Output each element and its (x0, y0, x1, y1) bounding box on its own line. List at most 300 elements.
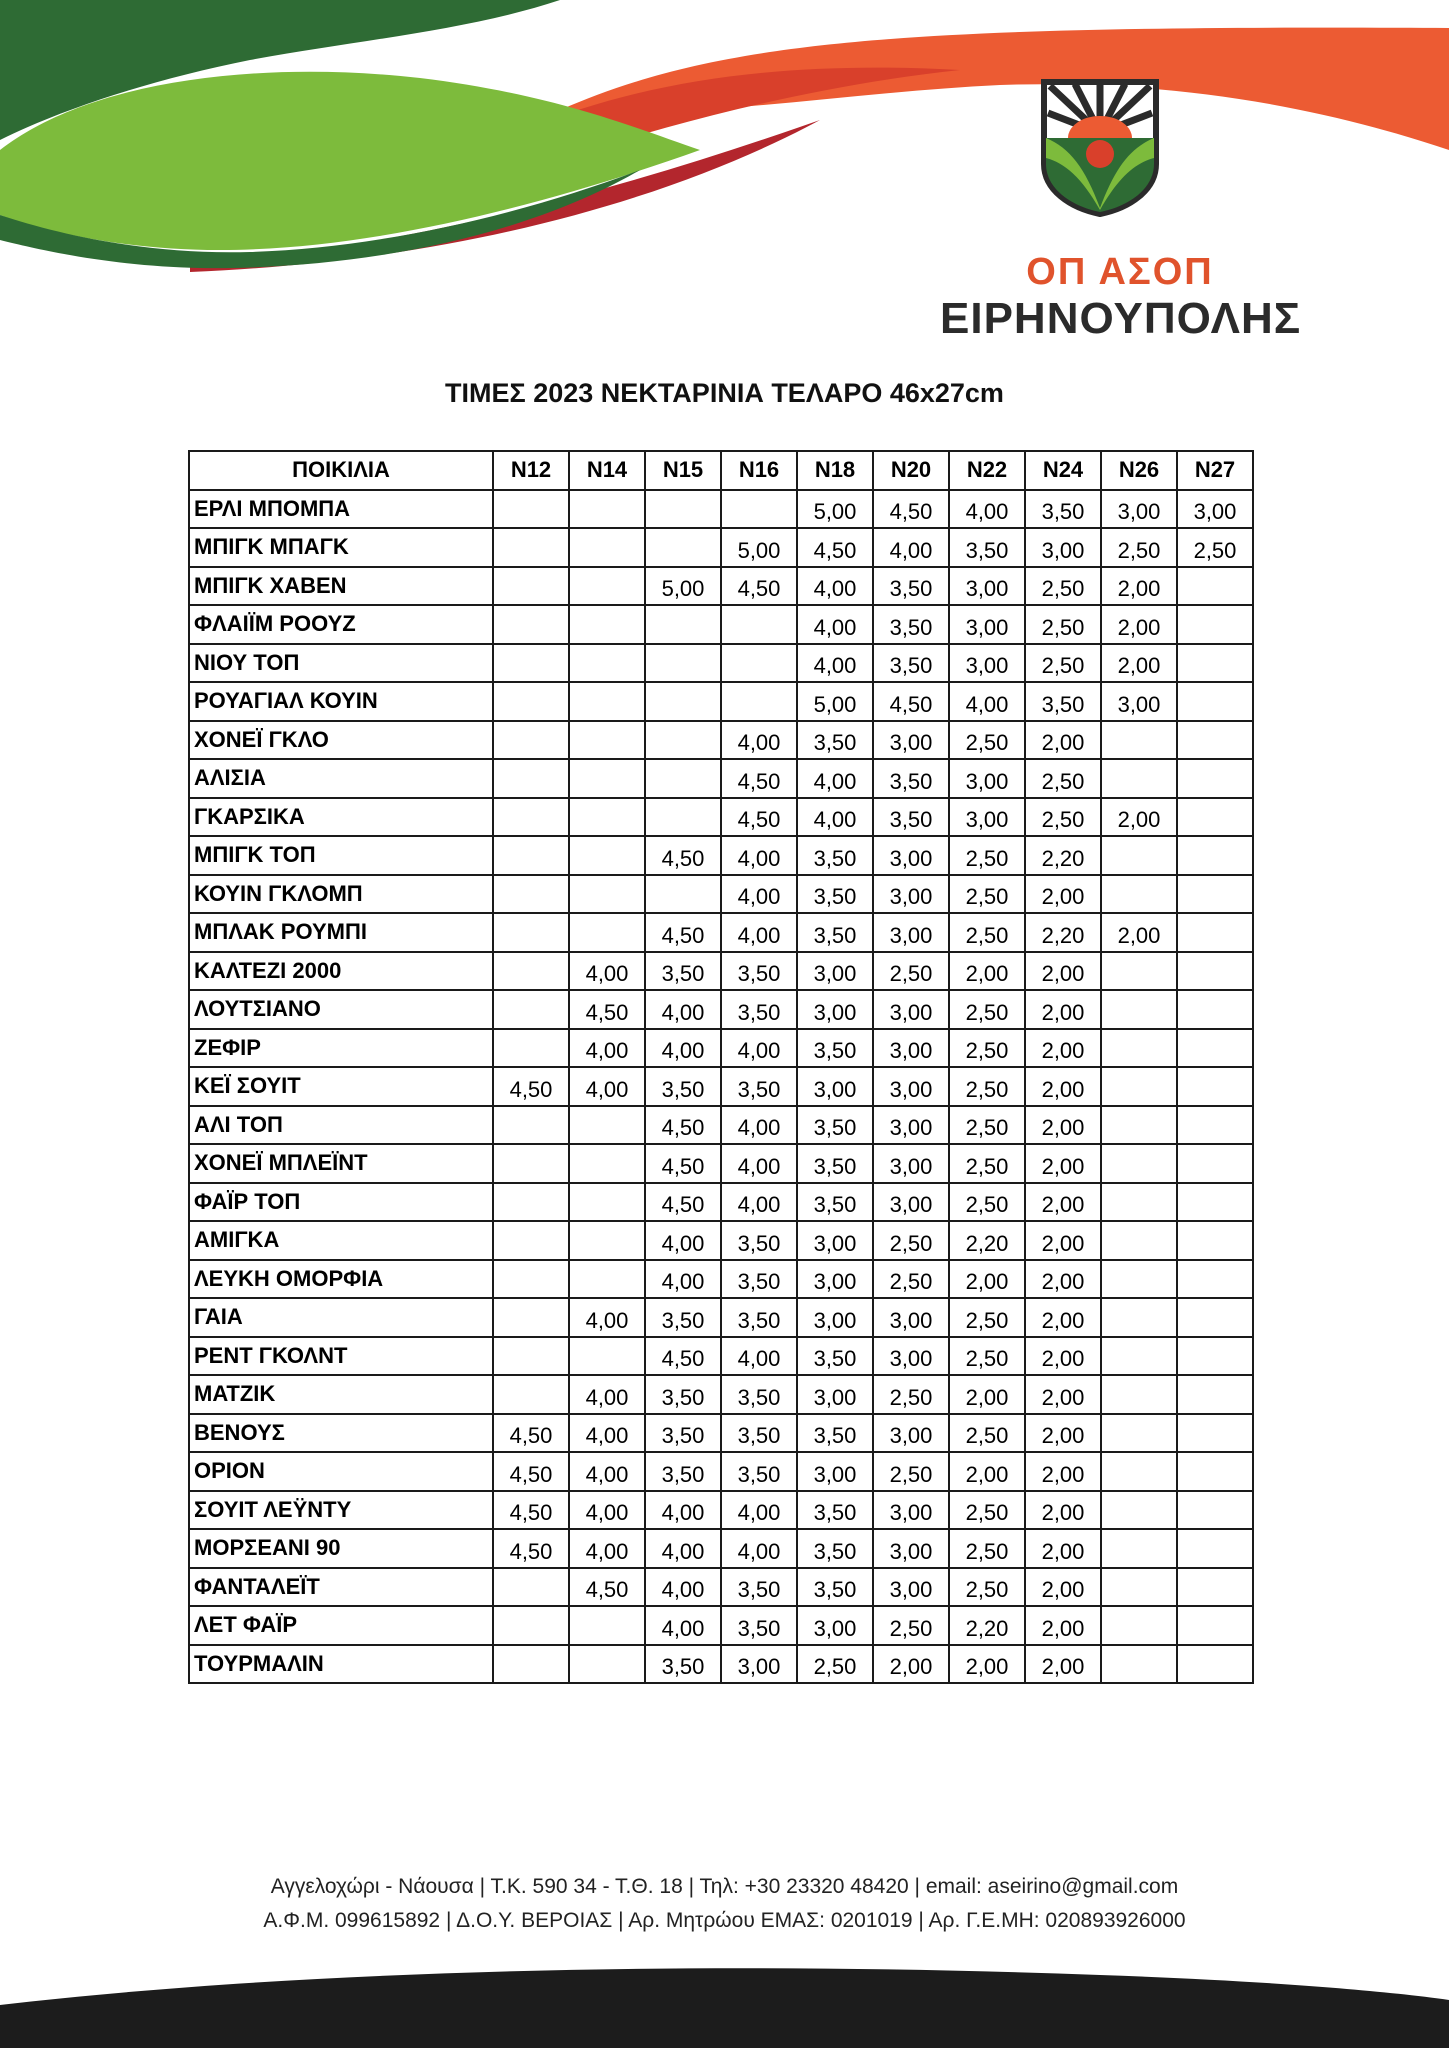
price-cell: 4,50 (493, 1414, 569, 1453)
price-cell: 2,50 (1025, 798, 1101, 837)
footer-registry-line: Α.Φ.Μ. 099615892 | Δ.Ο.Υ. ΒΕΡΟΙΑΣ | Αρ. Μητρώου ΕΜΑΣ: 0201019 | Αρ. Γ.Ε.ΜΗ: 020893926000 (263, 1909, 1186, 1932)
price-cell: 3,50 (645, 1298, 721, 1337)
variety-name: ΚΟΥΙΝ ΓΚΛΟΜΠ (189, 875, 493, 914)
price-cell: 2,50 (949, 990, 1025, 1029)
price-cell: 4,00 (721, 1337, 797, 1376)
price-cell (1177, 952, 1253, 991)
price-cell (1101, 1144, 1177, 1183)
price-cell (1177, 721, 1253, 760)
table-row (189, 644, 1253, 683)
price-cell: 2,50 (949, 1414, 1025, 1453)
price-cell: 4,50 (493, 1491, 569, 1530)
price-cell: 2,50 (949, 1067, 1025, 1106)
price-cell: 4,50 (569, 990, 645, 1029)
price-cell: 3,50 (797, 721, 873, 760)
price-cell: 3,00 (873, 1106, 949, 1145)
price-cell: 4,00 (721, 913, 797, 952)
header-size: N16 (721, 451, 797, 490)
brand-logo-text (940, 250, 1300, 344)
price-cell (569, 1106, 645, 1145)
price-cell (493, 836, 569, 875)
price-cell: 3,50 (721, 1375, 797, 1414)
price-cell (569, 605, 645, 644)
price-cell (645, 528, 721, 567)
variety-name: ΚΑΛΤΕΖΙ 2000 (189, 952, 493, 991)
price-cell (569, 836, 645, 875)
price-cell: 3,50 (873, 798, 949, 837)
price-cell: 3,00 (873, 1414, 949, 1453)
variety-name: ΛΕΥΚΗ ΟΜΟΡΦΙΑ (189, 1260, 493, 1299)
price-cell: 3,50 (721, 1298, 797, 1337)
price-cell: 4,50 (645, 1337, 721, 1376)
price-cell: 2,50 (949, 836, 1025, 875)
price-cell (493, 1568, 569, 1607)
price-cell: 2,20 (1025, 836, 1101, 875)
footer-contact (0, 1870, 1449, 1938)
price-cell: 2,50 (949, 1568, 1025, 1607)
price-cell (493, 1221, 569, 1260)
price-cell: 2,00 (1025, 1491, 1101, 1530)
price-cell: 4,00 (569, 1452, 645, 1491)
header-size: N12 (493, 451, 569, 490)
price-cell: 4,00 (797, 759, 873, 798)
table-row (189, 1221, 1253, 1260)
table-row (189, 1337, 1253, 1376)
table-row (189, 1568, 1253, 1607)
price-cell: 3,00 (873, 913, 949, 952)
price-cell (1101, 1414, 1177, 1453)
price-cell: 2,00 (1025, 952, 1101, 991)
price-cell (569, 528, 645, 567)
price-cell: 2,00 (1025, 1645, 1101, 1684)
price-cell: 4,00 (797, 644, 873, 683)
price-cell: 4,00 (721, 1491, 797, 1530)
price-cell: 4,50 (569, 1568, 645, 1607)
variety-name: ΚΕΪ ΣΟΥΙΤ (189, 1067, 493, 1106)
price-cell: 3,00 (873, 1529, 949, 1568)
price-cell (493, 644, 569, 683)
price-cell (1101, 1183, 1177, 1222)
price-cell (493, 682, 569, 721)
price-cell: 4,00 (873, 528, 949, 567)
brand-line-1: ΟΠ ΑΣΟΠ (1026, 251, 1214, 293)
header-size: N27 (1177, 451, 1253, 490)
header-size: N14 (569, 451, 645, 490)
price-cell: 4,50 (493, 1452, 569, 1491)
price-cell: 5,00 (721, 528, 797, 567)
price-cell (1101, 1606, 1177, 1645)
price-cell (645, 875, 721, 914)
price-cell: 4,00 (569, 1067, 645, 1106)
price-cell (493, 990, 569, 1029)
table-row (189, 567, 1253, 606)
price-cell (1177, 1452, 1253, 1491)
table-header-row (189, 451, 1253, 490)
price-cell: 4,50 (493, 1067, 569, 1106)
price-cell (1101, 1491, 1177, 1530)
price-cell: 3,00 (1177, 490, 1253, 529)
price-cell: 3,00 (949, 644, 1025, 683)
price-cell (569, 798, 645, 837)
price-cell (1101, 1221, 1177, 1260)
price-cell: 2,00 (873, 1645, 949, 1684)
price-cell: 2,00 (1025, 1606, 1101, 1645)
price-cell (569, 759, 645, 798)
price-cell: 2,50 (1025, 605, 1101, 644)
price-cell (1177, 1568, 1253, 1607)
price-cell: 2,00 (1025, 1106, 1101, 1145)
price-cell: 3,50 (873, 567, 949, 606)
price-cell: 2,50 (949, 721, 1025, 760)
variety-name: ΜΑΤΖΙΚ (189, 1375, 493, 1414)
price-cell: 2,50 (873, 1375, 949, 1414)
price-cell (1101, 1568, 1177, 1607)
price-cell: 4,00 (645, 1606, 721, 1645)
price-cell (645, 721, 721, 760)
price-cell (645, 605, 721, 644)
price-cell: 4,50 (721, 798, 797, 837)
price-cell (1101, 1106, 1177, 1145)
price-cell (569, 490, 645, 529)
price-cell: 3,50 (645, 1452, 721, 1491)
price-cell: 3,00 (797, 952, 873, 991)
price-cell: 4,00 (569, 1414, 645, 1453)
price-cell (1101, 1298, 1177, 1337)
variety-name: ΒΕΝΟΥΣ (189, 1414, 493, 1453)
price-cell (493, 1029, 569, 1068)
price-cell (569, 1221, 645, 1260)
price-cell: 2,00 (949, 952, 1025, 991)
price-cell (493, 1375, 569, 1414)
price-cell: 3,00 (949, 567, 1025, 606)
price-cell: 4,50 (873, 682, 949, 721)
price-cell: 4,00 (721, 1183, 797, 1222)
price-cell: 3,50 (645, 1645, 721, 1684)
price-cell: 2,20 (949, 1606, 1025, 1645)
price-cell (1101, 990, 1177, 1029)
price-cell (569, 875, 645, 914)
variety-name: ΣΟΥΙΤ ΛΕΫΝΤΥ (189, 1491, 493, 1530)
footer-decoration (0, 1950, 1449, 2048)
price-cell: 4,00 (645, 1491, 721, 1530)
variety-name: ΜΠΙΓΚ ΤΟΠ (189, 836, 493, 875)
header-variety: ΠΟΙΚΙΛΙΑ (189, 451, 493, 490)
price-cell: 2,50 (949, 1337, 1025, 1376)
price-cell: 3,50 (645, 1067, 721, 1106)
price-cell: 3,00 (873, 1029, 949, 1068)
variety-name: ΝΙΟΥ ΤΟΠ (189, 644, 493, 683)
price-cell (569, 644, 645, 683)
price-cell: 2,50 (873, 952, 949, 991)
price-cell: 2,00 (1025, 1067, 1101, 1106)
price-cell (493, 721, 569, 760)
price-cell: 4,00 (645, 990, 721, 1029)
price-cell (493, 913, 569, 952)
price-cell: 3,50 (797, 1568, 873, 1607)
price-cell: 4,00 (645, 1568, 721, 1607)
price-cell: 3,50 (797, 1183, 873, 1222)
price-cell (1101, 1452, 1177, 1491)
price-cell: 2,00 (1025, 1414, 1101, 1453)
price-cell (1101, 952, 1177, 991)
price-cell: 3,00 (873, 721, 949, 760)
price-cell: 2,50 (949, 875, 1025, 914)
price-cell: 2,50 (949, 1298, 1025, 1337)
price-cell: 2,00 (1101, 644, 1177, 683)
price-cell (1177, 875, 1253, 914)
price-cell: 3,50 (721, 1260, 797, 1299)
price-cell: 3,00 (949, 798, 1025, 837)
price-cell: 3,50 (721, 1452, 797, 1491)
price-cell: 2,00 (1025, 1221, 1101, 1260)
price-cell (1177, 682, 1253, 721)
price-cell (569, 1183, 645, 1222)
price-cell (569, 567, 645, 606)
document-title: ΤΙΜΕΣ 2023 ΝΕΚΤΑΡΙΝΙΑ ΤΕΛΑΡΟ 46x27cm (445, 378, 1004, 408)
price-cell (1177, 1144, 1253, 1183)
price-cell: 4,00 (721, 836, 797, 875)
logo-emblem-icon (1040, 78, 1160, 218)
table-row (189, 1375, 1253, 1414)
price-cell: 3,50 (797, 836, 873, 875)
variety-name: ΦΑΪΡ ΤΟΠ (189, 1183, 493, 1222)
price-cell: 3,50 (797, 1029, 873, 1068)
price-cell: 4,00 (949, 682, 1025, 721)
price-cell: 2,50 (873, 1606, 949, 1645)
price-cell: 3,50 (645, 1375, 721, 1414)
price-cell: 2,00 (1025, 721, 1101, 760)
table-row (189, 1529, 1253, 1568)
footer-address-line: Αγγελοχώρι - Νάουσα | Τ.Κ. 590 34 - Τ.Θ. 18 | Τηλ: +30 23320 48420 | email: aseirino@gmail.com (270, 1875, 1179, 1898)
price-cell (493, 567, 569, 606)
brand-line-2: ΕΙΡΗΝΟΥΠΟΛΗΣ (940, 294, 1302, 343)
table-row (189, 875, 1253, 914)
price-cell (1177, 1260, 1253, 1299)
price-cell: 3,50 (721, 1221, 797, 1260)
price-cell (1177, 1183, 1253, 1222)
table-row (189, 490, 1253, 529)
variety-name: ΡΟΥΑΓΙΑΛ ΚΟΥΙΝ (189, 682, 493, 721)
price-cell: 2,50 (949, 1183, 1025, 1222)
price-cell: 3,00 (873, 1491, 949, 1530)
price-cell: 2,50 (949, 1029, 1025, 1068)
price-cell: 4,50 (873, 490, 949, 529)
price-cell (569, 1606, 645, 1645)
price-cell (1101, 1029, 1177, 1068)
price-cell: 4,00 (569, 1029, 645, 1068)
price-cell: 2,50 (949, 1106, 1025, 1145)
price-cell (1101, 875, 1177, 914)
price-cell (493, 1337, 569, 1376)
price-cell (1177, 1414, 1253, 1453)
price-cell: 3,50 (797, 1106, 873, 1145)
price-cell (645, 759, 721, 798)
variety-name: ΦΛΑΙΪΜ ΡΟΟΥΖ (189, 605, 493, 644)
price-cell (721, 490, 797, 529)
price-cell (1177, 1529, 1253, 1568)
price-cell (493, 1144, 569, 1183)
variety-name: ΜΟΡΣΕΑΝΙ 90 (189, 1529, 493, 1568)
price-cell: 4,00 (569, 1298, 645, 1337)
price-cell (1101, 836, 1177, 875)
variety-name: ΛΕΤ ΦΑΪΡ (189, 1606, 493, 1645)
table-row (189, 1144, 1253, 1183)
header-size: N22 (949, 451, 1025, 490)
price-cell: 2,00 (1025, 875, 1101, 914)
price-cell: 3,50 (873, 605, 949, 644)
price-cell: 4,00 (797, 567, 873, 606)
price-cell (493, 1183, 569, 1222)
price-cell: 2,50 (1025, 644, 1101, 683)
price-cell (645, 798, 721, 837)
price-cell (1177, 1029, 1253, 1068)
price-cell: 3,00 (1101, 490, 1177, 529)
variety-name: ΟΡΙΟΝ (189, 1452, 493, 1491)
price-cell (1177, 605, 1253, 644)
price-cell: 3,50 (1025, 682, 1101, 721)
price-cell: 4,00 (721, 875, 797, 914)
price-cell: 4,00 (569, 1529, 645, 1568)
price-cell: 4,50 (645, 1183, 721, 1222)
price-cell: 3,50 (721, 990, 797, 1029)
price-cell (721, 682, 797, 721)
price-cell (1177, 990, 1253, 1029)
table-row (189, 1029, 1253, 1068)
price-cell: 5,00 (797, 682, 873, 721)
price-cell: 2,00 (1025, 1452, 1101, 1491)
variety-name: ΦΑΝΤΑΛΕΪΤ (189, 1568, 493, 1607)
price-cell (1101, 1645, 1177, 1684)
price-cell: 4,00 (645, 1260, 721, 1299)
table-row (189, 1067, 1253, 1106)
price-cell: 3,50 (797, 1144, 873, 1183)
price-cell: 3,50 (797, 913, 873, 952)
variety-name: ΧΟΝΕΪ ΜΠΛΕΪΝΤ (189, 1144, 493, 1183)
price-cell: 4,00 (645, 1221, 721, 1260)
price-cell: 4,50 (493, 1529, 569, 1568)
price-cell: 2,50 (797, 1645, 873, 1684)
price-cell (493, 952, 569, 991)
table-row (189, 798, 1253, 837)
price-cell (1101, 759, 1177, 798)
variety-name: ΛΟΥΤΣΙΑΝΟ (189, 990, 493, 1029)
table-row (189, 836, 1253, 875)
price-cell: 4,00 (797, 798, 873, 837)
price-cell (569, 721, 645, 760)
price-cell (1101, 1375, 1177, 1414)
price-cell: 2,20 (1025, 913, 1101, 952)
variety-name: ΖΕΦΙΡ (189, 1029, 493, 1068)
price-cell: 3,50 (797, 1337, 873, 1376)
price-cell (1177, 1106, 1253, 1145)
price-cell: 2,00 (1101, 605, 1177, 644)
variety-name: ΑΛΙ ΤΟΠ (189, 1106, 493, 1145)
price-cell (1177, 798, 1253, 837)
price-cell (493, 1645, 569, 1684)
price-cell: 3,00 (873, 875, 949, 914)
price-cell: 3,00 (797, 1298, 873, 1337)
price-cell: 3,00 (797, 990, 873, 1029)
price-cell (1177, 913, 1253, 952)
price-cell (645, 682, 721, 721)
price-cell: 3,00 (797, 1375, 873, 1414)
price-cell: 3,00 (873, 1337, 949, 1376)
price-cell (569, 1144, 645, 1183)
variety-name: ΑΛΙΣΙΑ (189, 759, 493, 798)
price-cell: 4,50 (797, 528, 873, 567)
price-cell (493, 490, 569, 529)
price-cell: 2,50 (949, 1529, 1025, 1568)
price-cell: 3,00 (797, 1260, 873, 1299)
price-cell: 4,00 (721, 1029, 797, 1068)
variety-name: ΧΟΝΕΪ ΓΚΛΟ (189, 721, 493, 760)
price-cell: 4,00 (721, 1106, 797, 1145)
price-cell (1101, 1529, 1177, 1568)
price-cell (569, 682, 645, 721)
variety-name: ΜΠΛΑΚ ΡΟΥΜΠΙ (189, 913, 493, 952)
variety-name: ΓΑΙΑ (189, 1298, 493, 1337)
price-cell: 2,00 (1025, 990, 1101, 1029)
price-cell: 4,00 (645, 1029, 721, 1068)
price-cell: 3,50 (645, 952, 721, 991)
variety-name: ΜΠΙΓΚ ΜΠΑΓΚ (189, 528, 493, 567)
price-cell: 3,00 (873, 1183, 949, 1222)
price-cell (1177, 1337, 1253, 1376)
price-cell (569, 913, 645, 952)
price-cell (1177, 1298, 1253, 1337)
price-cell: 2,00 (1025, 1298, 1101, 1337)
price-cell: 2,50 (1025, 759, 1101, 798)
price-cell: 2,50 (1025, 567, 1101, 606)
price-cell: 5,00 (797, 490, 873, 529)
price-cell (569, 1337, 645, 1376)
price-cell: 2,50 (873, 1260, 949, 1299)
price-cell: 3,50 (797, 1491, 873, 1530)
price-cell (721, 605, 797, 644)
price-cell: 3,00 (797, 1221, 873, 1260)
price-cell (1177, 836, 1253, 875)
price-cell (721, 644, 797, 683)
price-cell (1177, 1221, 1253, 1260)
price-cell: 3,00 (721, 1645, 797, 1684)
variety-name: ΕΡΛΙ ΜΠΟΜΠΑ (189, 490, 493, 529)
variety-name: ΡΕΝΤ ΓΚΟΛΝΤ (189, 1337, 493, 1376)
table-row (189, 952, 1253, 991)
price-cell: 3,50 (645, 1414, 721, 1453)
table-row (189, 1260, 1253, 1299)
price-cell: 2,00 (1101, 913, 1177, 952)
price-cell (493, 1106, 569, 1145)
table-row (189, 1606, 1253, 1645)
price-cell: 2,50 (1101, 528, 1177, 567)
table-row (189, 990, 1253, 1029)
price-cell: 3,00 (949, 605, 1025, 644)
price-cell (1177, 759, 1253, 798)
price-table (188, 450, 1254, 1684)
price-cell: 4,50 (645, 836, 721, 875)
price-cell (1177, 1375, 1253, 1414)
variety-name: ΤΟΥΡΜΑΛΙΝ (189, 1645, 493, 1684)
price-cell: 2,00 (1101, 567, 1177, 606)
price-cell: 4,50 (721, 567, 797, 606)
price-cell (493, 1298, 569, 1337)
price-cell: 2,50 (949, 1144, 1025, 1183)
price-cell: 2,00 (1101, 798, 1177, 837)
price-cell (569, 1645, 645, 1684)
table-row (189, 1414, 1253, 1453)
price-cell (493, 759, 569, 798)
table-row (189, 1645, 1253, 1684)
